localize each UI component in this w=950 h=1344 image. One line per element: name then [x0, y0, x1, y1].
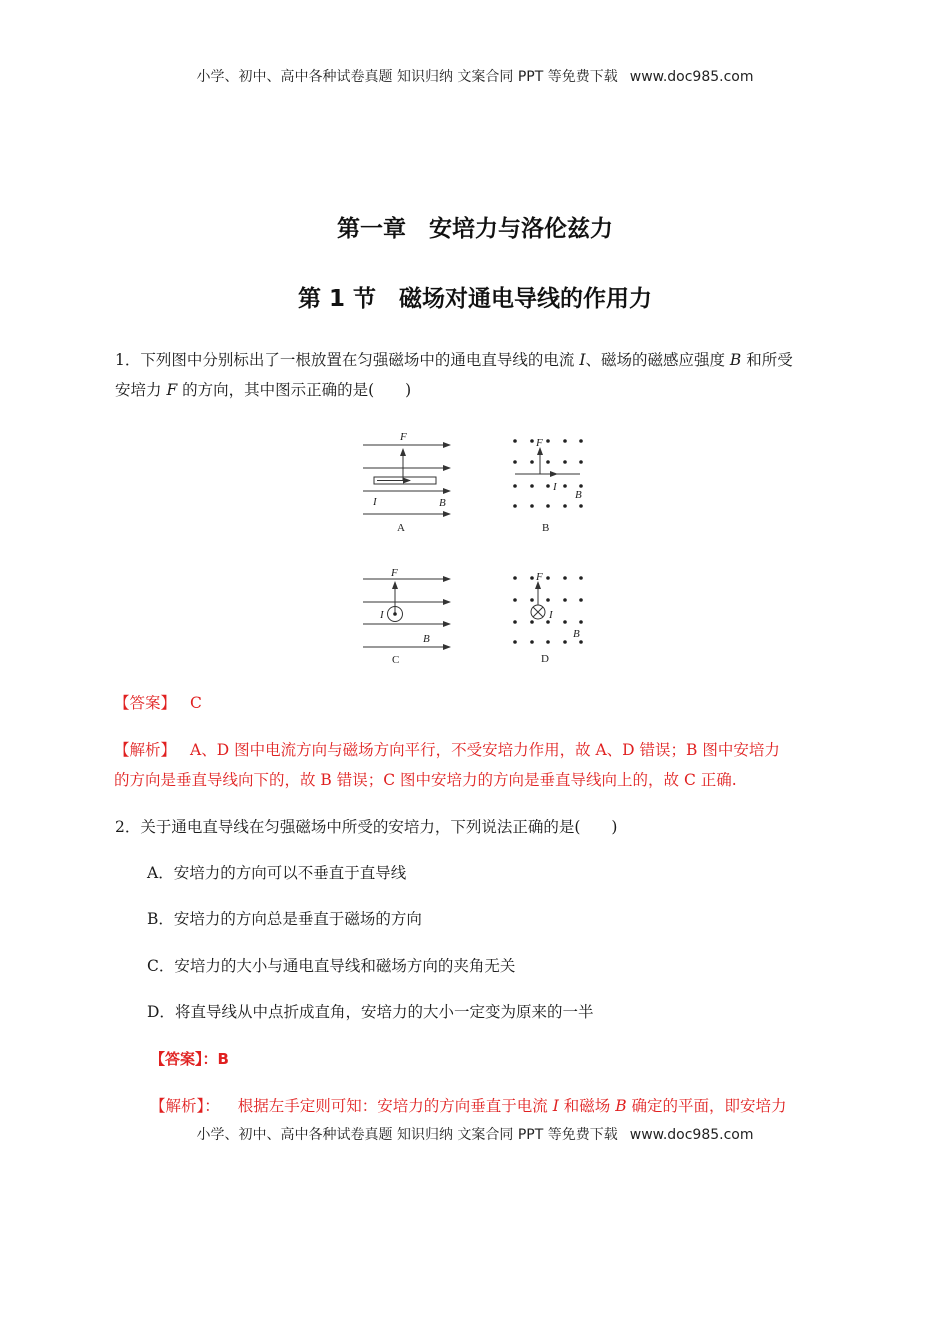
footer-url-link[interactable]: www.doc985.com — [629, 1127, 754, 1143]
q2-analysis-text: 确定的平面，即安培力 — [626, 1097, 787, 1115]
svg-text:F: F — [391, 567, 398, 579]
svg-text:F: F — [536, 571, 543, 583]
q1-stem-line2 — [115, 380, 411, 400]
option-key: A． — [147, 864, 174, 882]
svg-text:I: I — [549, 609, 553, 621]
option-key: C． — [147, 957, 175, 975]
option-text: 将直导线从中点折成直角，安培力的大小一定变为原来的一半 — [174, 1003, 594, 1021]
q1-stem-line1 — [115, 350, 793, 370]
option-text: 安培力的方向总是垂直于磁场的方向 — [173, 910, 422, 928]
q2-answer-value: B — [217, 1050, 229, 1068]
option-text: 安培力的方向可以不垂直于直导线 — [173, 864, 407, 882]
q1-analysis-text: A、D 图中电流方向与磁场方向平行，不受安培力作用，故 A、D 错误；B 图中安培力 — [190, 741, 780, 759]
svg-text:I: I — [553, 481, 557, 493]
q1-number: 1． — [115, 351, 141, 369]
q2-answer-label: 【答案】： — [150, 1050, 218, 1068]
q1-text: 和所受 — [741, 351, 793, 369]
footer-banner-text: 小学、初中、高中各种试卷真题 知识归纳 文案合同 PPT 等免费下载 — [196, 1127, 618, 1143]
q1-text: 安培力 — [115, 381, 167, 399]
svg-text:I: I — [373, 496, 377, 508]
q2-analysis — [150, 1096, 787, 1116]
q2-analysis-text: 和磁场 — [558, 1097, 616, 1115]
var-I: I — [552, 1097, 559, 1115]
figure-d-diagram — [495, 560, 605, 675]
var-I: I — [579, 351, 586, 369]
header-banner-text: 小学、初中、高中各种试卷真题 知识归纳 文案合同 PPT 等免费下载 — [196, 69, 618, 85]
svg-text:B: B — [439, 497, 446, 509]
q2-option-d — [147, 1002, 593, 1022]
q2-option-c — [147, 956, 515, 976]
figure-c — [355, 560, 465, 675]
q1-analysis-label: 【解析】 — [114, 741, 177, 759]
section-title: 第 1 节 磁场对通电导线的作用力 — [297, 286, 653, 312]
q2-analysis-text: 根据左手定则可知：安培力的方向垂直于电流 — [237, 1097, 553, 1115]
header-banner — [0, 66, 950, 86]
option-key: B． — [147, 910, 174, 928]
figure-d-label: D — [541, 653, 549, 665]
q2-option-a — [147, 863, 406, 883]
q1-text: 的方向，其中图示正确的是( ) — [177, 381, 412, 399]
var-B: B — [615, 1097, 627, 1115]
q1-answer-value: C — [190, 694, 202, 712]
figure-b-label: B — [542, 522, 550, 534]
figure-a — [355, 425, 465, 540]
footer-banner — [0, 1124, 950, 1144]
q1-analysis-line2: 的方向是垂直导线向下的，故 B 错误；C 图中安培力的方向是垂直导线向上的，故 C 正确. — [114, 771, 737, 789]
figure-a-label: A — [397, 522, 405, 534]
q2-answer — [150, 1049, 229, 1069]
q1-text: 、磁场的磁感应强度 — [585, 351, 730, 369]
figure-b-diagram — [495, 425, 605, 540]
svg-text:B: B — [423, 633, 430, 645]
q1-answer-label: 【答案】 — [114, 694, 177, 712]
svg-text:B: B — [575, 489, 582, 501]
q1-analysis-line1 — [114, 740, 780, 760]
svg-text:F: F — [536, 437, 543, 449]
chapter-title: 第一章 安培力与洛伦兹力 — [337, 216, 613, 242]
q2-stem — [115, 817, 617, 837]
header-url-link[interactable]: www.doc985.com — [629, 69, 754, 85]
figure-c-diagram — [355, 560, 465, 675]
var-B: B — [729, 351, 742, 369]
var-F: F — [166, 381, 178, 399]
q2-analysis-label: 【解析】： — [150, 1097, 220, 1115]
q2-number: 2． — [115, 818, 141, 836]
figure-d — [495, 560, 605, 675]
option-text: 安培力的大小与通电直导线和磁场方向的夹角无关 — [174, 957, 516, 975]
figure-c-label: C — [392, 654, 400, 666]
svg-text:F: F — [400, 431, 407, 443]
figure-b — [495, 425, 605, 540]
figure-a-diagram — [355, 425, 465, 540]
q1-text: 下列图中分别标出了一根放置在匀强磁场中的通电直导线的电流 — [140, 351, 580, 369]
q2-option-b — [147, 909, 422, 929]
q1-answer — [114, 693, 202, 713]
option-key: D． — [147, 1003, 175, 1021]
svg-text:B: B — [573, 628, 580, 640]
svg-text:I: I — [380, 609, 384, 621]
q2-text: 关于通电直导线在匀强磁场中所受的安培力，下列说法正确的是( ) — [140, 818, 618, 836]
